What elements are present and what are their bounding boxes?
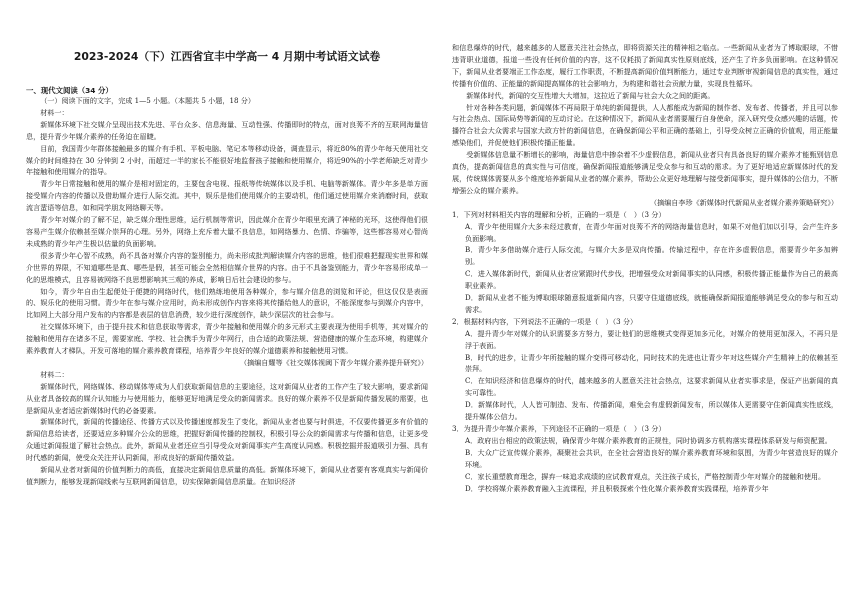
material1-paragraph: 很多青少年心智不成熟，尚不具备对媒介内容的鉴别能力，尚未形成批判解读媒介内容的思维，他们很难把握现实世界和媒介世界的界限，不知道哪些是真、哪些是假，甚至可能会全然相信媒介世界的内容。由于不具备鉴别能力，青少年容易形成单一化的思维模式，且容易被网络不良思想影响其三观的养成，影响日后社会建设的参与。 <box>26 250 428 284</box>
material2-heading: 材料二： <box>40 369 69 379</box>
instruction: （一）阅读下面的文字，完成 1—5 小题。（本题共 5 小题，18 分） <box>40 96 255 105</box>
page-title: 2023-2024（下）江西省宜丰中学高一 4 月期中考试语文试卷 <box>73 50 381 63</box>
answer-option-d: D．新闻从业者不能为博取眼球随意报道新闻内容，只要守住道德底线，就能确保新闻报道能够满足受众的参与和互动需求。 <box>465 293 838 314</box>
material1-paragraph: 新媒体环境下社交媒介呈现出技术先进、平台众多、信息海量、互动性强、传播即时的特点，面对良莠不齐的互联网海量信息，提升青少年媒介素养的任务迫在眉睫。 <box>26 119 428 141</box>
material2-source: （摘编自李珍《新媒体时代新闻从业者媒介素养策略研究》） <box>650 197 838 207</box>
material2-paragraph: 新媒体时代，新闻的传播途径、传播方式以及传播速度都发生了变化，新闻从业者也要与时俱进，不仅要传播更多有价值的新闻信息给读者，还要适应多种媒介公众的思维，把握好新闻传播的控制权，积极引导公众的新闻需求与传播和信息，让更多受众通过新闻报道了解社会热点。此外，新闻从业者还应当引导受众对新闻事实产生高度认同感。积极挖掘并报道吸引力强、具有时代感的新闻，使受众关注并认同新闻，形成良好的新闻传播效益。 <box>26 417 428 463</box>
question-1 <box>452 209 838 316</box>
material1-paragraph: 如今，青少年自由生起便处于便捷的网络时代，他们熟练地使用各种媒介，参与媒介信息的浏览和评论，但这仅仅是表面的、娱乐化的使用习惯。青少年在参与媒介应用时，尚未形成创作内容来将其传播给他人的意识，不能深度参与到媒介内容中，比如网上大部分用户发布的内容都是表层的信息消费，较少进行深度创作，缺少深层次的社会参与。 <box>26 286 428 320</box>
answer-option-d: D．新媒体时代，人人皆可制造、发布、传播新闻，难免会有虚假新闻发布，所以媒体人更需要守住新闻真实性底线，提升媒体公信力。 <box>465 400 838 422</box>
answer-option-d: D．学校将媒介素养教育融入主流课程，并且积极探索个性化媒介素养教育实践课程，培养青少年 <box>465 483 769 493</box>
right-column <box>452 42 838 494</box>
material1-paragraph: 目前，我国青少年群体接触最多的媒介有手机、平板电脑、笔记本等移动设备，调查显示，将近80%的青少年每天使用社交媒介的时间维持在 30 分钟到 2 小时，而超过一半的家长不能很好地监督孩子接触和使用媒介，将近90%的小学老师缺乏对青少年接触和使用媒介的指导。 <box>26 143 428 177</box>
material2-continuation: 和信息爆炸的时代，越来越多的人愿意关注社会热点，即将资源关注的精神相之临点。一些新闻从业者为了博取眼球，不惜违背职业道德，报道一些没有任何价值的内容，这不仅耗损了新闻真实性原则底线，还产生了许多负面影响。在这种情况下，新闻从业者要端正工作态度，履行工作职责，不断提高新闻价值判断能力，通过专业判断审视新闻信息的真实性，通过传播有价值的、正能量的新闻提高媒体的社会影响力，为构建和谐社会贡献力量，实现良性循环。 <box>452 43 838 88</box>
section-heading: 一、现代文阅读（34 分） <box>26 86 113 95</box>
answer-option-c: C．在知识经济和信息爆炸的时代，越来越多的人愿意关注社会热点，这要求新闻从业者实事求是，保证产出新闻的真实可靠性。 <box>465 376 838 398</box>
material2-paragraph: 受新媒体信息量不断增长的影响，海量信息中掺杂着不少虚假信息，新闻从业者只有具备良好的媒介素养才能甄别信息真伪，提高新闻信息的真实性与可信度，确保新闻报道能够满足受众参与和互动的需求。为了更好地适应新媒体时代的发展，传统媒体需要从多个维度培养新闻从业者的媒介素养，帮助公众更好地理解与接受新闻事实，提升媒体的公信力，不断增强公众的媒介素养。 <box>452 150 838 195</box>
material2-paragraph: 新媒体时代，网络媒体、移动媒体等成为人们获取新闻信息的主要途径，这对新闻从业者的工作产生了较大影响，要求新闻从业者具备较高的媒介认知能力与使用能力，能够更好地满足受众的新闻需求。良好的媒介素养不仅是新闻传播发展的需要，也是新闻从业者适应新媒体时代的必备要素。 <box>26 381 428 415</box>
material1-paragraph: 社交媒体环境下，由于提升技术和信息获取等需求，青少年接触和使用媒介的多元形式主要表现为使用手机等，其对媒介的接触和使用存在诸多不足，需要家庭、学校、社会携手为青少年网行，由合适的政策法规、营造健康的媒介生态环境，构建媒介素养教育人才梯队，开发可落地的媒介素养教育课程，培养青少年良好的媒介道德素养和接触使用习惯。 <box>26 322 428 356</box>
answer-option-a: A．政府出台相应的政策法规，确保青少年媒介素养教育的正规性，同时协调多方机构落实课程体系研发与师资配置。 <box>465 435 832 445</box>
question-stem: 1．下列对材料相关内容的理解和分析，正确的一项是（ ）（3 分） <box>452 209 666 219</box>
answer-option-a: A．提升青少年对媒介的认识需要多方努力，要让他们的思维模式变得更加多元化，对媒介的使用更加深入，不再只是浮于表面。 <box>465 328 838 350</box>
material1-paragraph: 青少年日常接触和使用的媒介是相对固定的，主要包含电视、报纸等传统媒体以及手机、电脑等新媒体。青少年多是单方面接受媒介内容的传播以及借助媒介进行人际交流。其中，娱乐是他们使用媒介的主要动机，他们通过使用媒介来消磨时间，获取流言蜚语等信息，如和同学朋友网络聊天等。 <box>26 179 428 213</box>
left-column <box>26 95 428 488</box>
answer-option-b: B．青少年多借助媒介进行人际交流，与媒介大多是双向传播。传输过程中，存在许多虚假信息，需要青少年多加辨别。 <box>465 245 838 267</box>
question-stem: 3．为提升青少年媒介素养，下列途径不正确的一项是（ ）（3 分） <box>452 424 666 433</box>
answer-option-b: B．时代的进步，让青少年所接触的媒介变得可移动化，同时技术的先进也让青少年对这些媒介产生精神上的依赖甚至崇拜。 <box>465 352 838 374</box>
material2-paragraph: 新闻从业者对新闻的价值判断力的高低，直接决定新闻信息质量的高低。新媒体环境下，新闻从业者要有客观真实与新闻价值判断力，能够发现新闻线索与互联网新闻信息，切实保障新闻信息质量。在如识经济 <box>26 465 428 486</box>
question-3 <box>452 423 838 494</box>
material2-paragraph: 新媒体时代，新闻的交互性增大大增加，这拉近了新闻与社会大众之间的距离。 <box>466 90 715 100</box>
material1-paragraph: 青少年对媒介的了解不足，缺乏媒介理性思维，运行机制等常识，因此媒介在青少年眼里充满了神秘的光环，这使得他们很容易产生媒介依赖甚至媒介崇拜的心理。另外，网络上充斥着大量不良信息，如网络暴力、色情、诈骗等，这些都容易对心智尚未成熟的青少年产生极以估量的负面影响。 <box>26 215 428 248</box>
answer-option-c: C．家长重塑教育理念，摒弃一味追求成绩的应试教育观点，关注孩子成长，严格控制青少年对媒介的接触和使用。 <box>465 471 826 481</box>
material1-source: （摘编自耀等《社交媒体视阈下青少年媒介素养提升研究》） <box>240 357 428 367</box>
material1-heading: 材料一： <box>40 107 69 117</box>
answer-option-c: C．进入媒体新时代，新闻从业者应紧跟时代步伐，把增强受众对新闻事实的认同感，积极传播正能量作为自己的最高职业素养。 <box>465 269 838 291</box>
question-2 <box>452 316 838 423</box>
question-stem: 2．根据材料内容，下列说法不正确的一项是（ ）（3 分） <box>452 316 638 326</box>
material2-paragraph: 针对各种各类问题，新闻媒体不再局限于单纯的新闻提供，人人都能成为新闻的制作者、发布者、传播者，并且可以参与社会热点、国际局势等新闻的互动讨论。在这种情况下，新闻从业者需要履行自身使命，深入研究受众感兴趣的话题，传播符合社会大众需求与国家大政方针的新闻信息，在确保新闻公平和正确的基础上，引导受众树立正确的价值观，用正能量感染他们，并促使他们积极传播正能量。 <box>452 102 838 148</box>
answer-option-a: A．青少年使用媒介大多未经过教育，在青少年面对良莠不齐的网络海量信息时，如果不对他们加以引导，会产生许多负面影响。 <box>465 221 838 243</box>
answer-option-b: B．大众广泛宣传媒介素养，凝聚社会共识，在全社会营造良好的媒介素养教育环境和氛围，为青少年营造良好的媒介环境。 <box>465 447 838 469</box>
